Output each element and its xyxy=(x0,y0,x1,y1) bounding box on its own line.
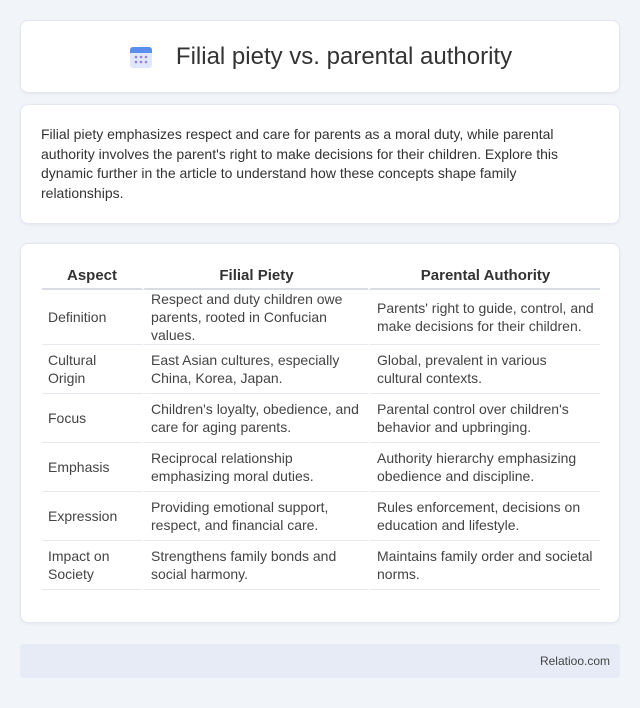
table-row xyxy=(42,290,600,345)
table-row xyxy=(42,345,600,394)
row-aspect: Definition xyxy=(42,290,142,345)
table-row xyxy=(42,394,600,443)
row-filial-piety: Strengthens family bonds and social harmony. xyxy=(142,541,368,590)
header-card xyxy=(20,20,620,93)
page-title: Filial piety vs. parental authority xyxy=(175,42,513,70)
column-header-aspect: Aspect xyxy=(42,264,142,290)
row-filial-piety: Providing emotional support, respect, and financial care. xyxy=(142,492,368,541)
row-aspect: Expression xyxy=(42,492,142,541)
row-filial-piety: Children's loyalty, obedience, and care for aging parents. xyxy=(142,394,368,443)
comparison-table xyxy=(42,264,600,590)
row-parental-authority: Rules enforcement, decisions on education and lifestyle. xyxy=(368,492,600,541)
intro-text: Filial piety emphasizes respect and care for parents as a moral duty, while parental authority involves the parent's right to make decisions for their children. Explore this dynamic further in the article to understand how these concepts shape family relationships. xyxy=(41,126,559,201)
row-filial-piety: Respect and duty children owe parents, rooted in Confucian values. xyxy=(142,290,368,345)
row-aspect: Emphasis xyxy=(42,443,142,492)
footer xyxy=(20,644,620,678)
row-filial-piety: East Asian cultures, especially China, Korea, Japan. xyxy=(142,345,368,394)
column-header-filial-piety: Filial Piety xyxy=(142,264,368,290)
table-row xyxy=(42,541,600,590)
footer-brand[interactable]: Relatioo.com xyxy=(539,654,610,668)
table-row xyxy=(42,443,600,492)
table-row xyxy=(42,492,600,541)
row-parental-authority: Global, prevalent in various cultural contexts. xyxy=(368,345,600,394)
column-header-parental-authority: Parental Authority xyxy=(368,264,600,290)
row-aspect: Cultural Origin xyxy=(42,345,142,394)
row-aspect: Impact on Society xyxy=(42,541,142,590)
row-filial-piety: Reciprocal relationship emphasizing moral duties. xyxy=(142,443,368,492)
calendar-icon xyxy=(128,44,154,70)
intro-card xyxy=(20,104,620,224)
row-parental-authority: Maintains family order and societal norms. xyxy=(368,541,600,590)
row-parental-authority: Parents' right to guide, control, and make decisions for their children. xyxy=(368,290,600,345)
table-header-row xyxy=(42,264,600,290)
comparison-card xyxy=(20,243,620,623)
row-parental-authority: Parental control over children's behavior and upbringing. xyxy=(368,394,600,443)
row-parental-authority: Authority hierarchy emphasizing obedience and discipline. xyxy=(368,443,600,492)
row-aspect: Focus xyxy=(42,394,142,443)
